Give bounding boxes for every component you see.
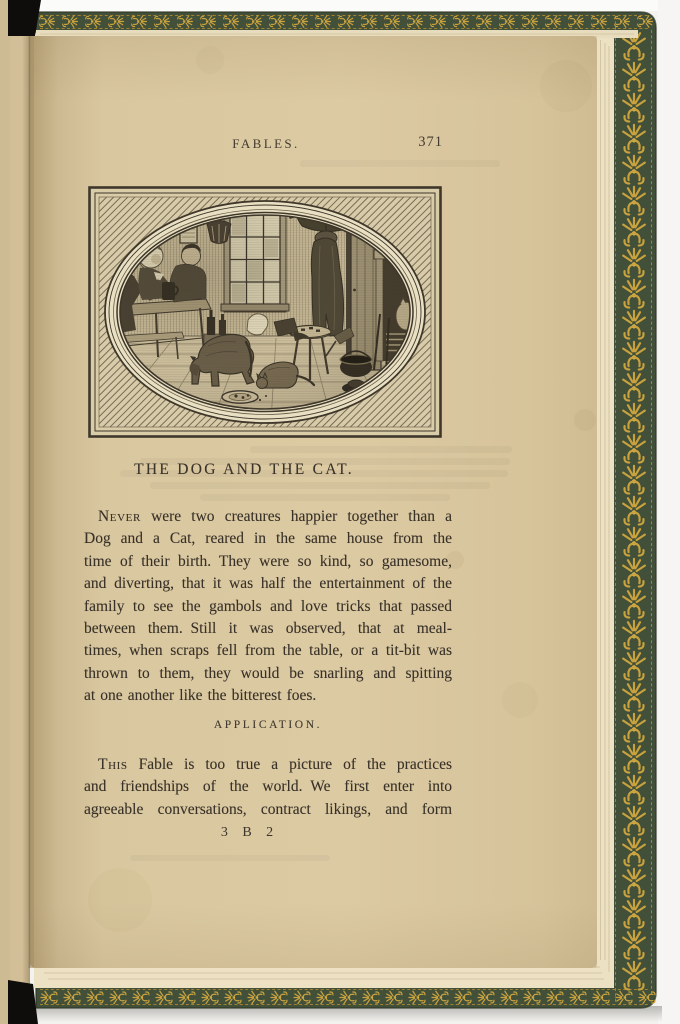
paragraph-lines	[84, 776, 452, 821]
text-line: agreeable conversations, contract likings, and form	[84, 800, 452, 818]
text-line: family to see the gambols and love tricks that passed	[84, 597, 452, 615]
text-line: at one another like the bitterest foes.	[84, 687, 317, 705]
text-line: times, when scraps fell from the table, or a tit-bit was	[84, 642, 452, 660]
paragraph-lead-word: This	[98, 756, 128, 773]
paragraph-first-line: Fable is too true a picture of the practices	[138, 756, 452, 773]
text-line: thrown to them, they would be snarling and spitting	[84, 664, 452, 682]
page-number: 371	[418, 134, 443, 150]
text-line	[84, 506, 452, 528]
fable-paragraph-2	[84, 754, 452, 821]
text-line	[84, 754, 452, 776]
text-line: and friendships of the world. We first enter into	[84, 778, 452, 796]
text-line: time of their birth. They were so kind, so gamesome,	[84, 552, 452, 570]
fable-illustration	[88, 186, 442, 438]
fable-title: THE DOG AND THE CAT.	[134, 461, 354, 478]
signature-mark: 3 B 2	[220, 825, 276, 840]
paragraph-first-line: were two creatures happier together than a	[151, 508, 452, 525]
text-line: between them. Still it was observed, that at meal-	[84, 620, 452, 638]
running-title: FABLES.	[232, 136, 300, 151]
text-line: and diverting, that it was half the entertainment of the	[84, 575, 452, 593]
application-heading: APPLICATION.	[213, 719, 323, 731]
text-line: Dog and a Cat, reared in the same house from the	[84, 530, 452, 548]
paragraph-lines	[84, 528, 452, 707]
fable-paragraph-1	[84, 506, 452, 708]
paragraph-lead-word: Never	[98, 508, 141, 525]
running-head	[84, 134, 452, 156]
